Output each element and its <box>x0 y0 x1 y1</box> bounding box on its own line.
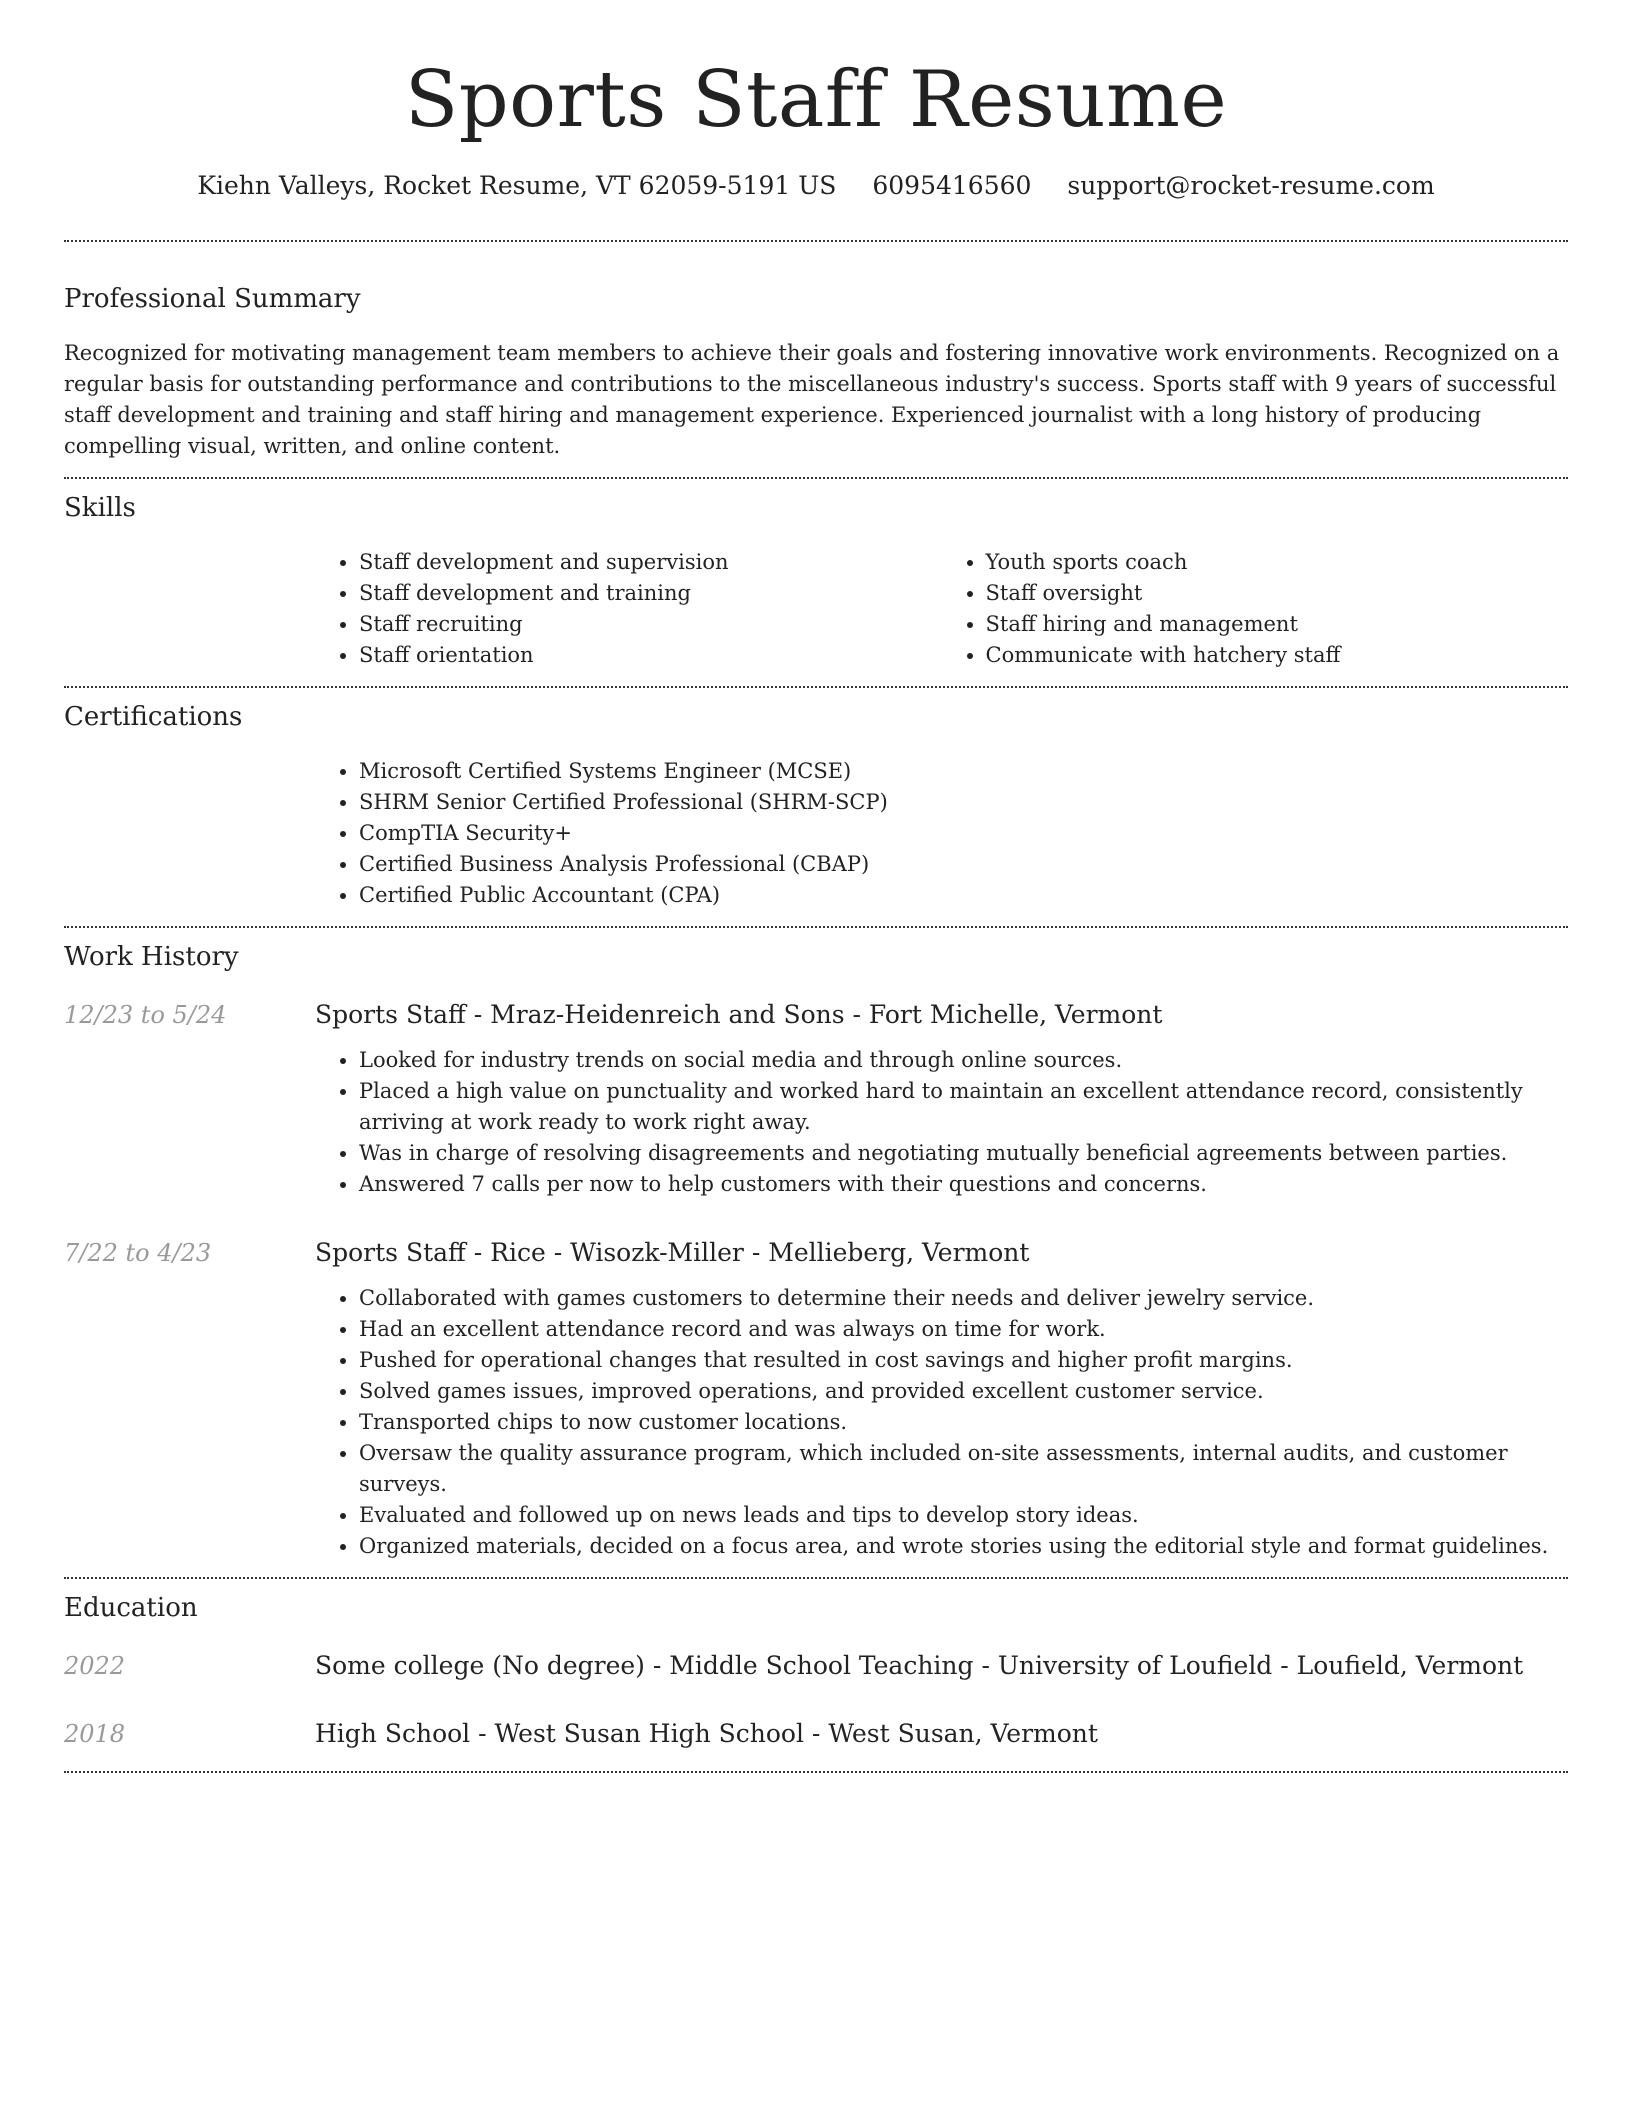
skill-item: • Youth sports coach <box>986 547 1569 578</box>
job-bullet: • Solved games issues, improved operations, and provided excellent customer service. <box>359 1376 1568 1407</box>
job-bullets <box>315 1045 1568 1200</box>
skills-section <box>64 491 1568 671</box>
skill-item: • Staff oversight <box>986 578 1569 609</box>
job-dates: 7/22 to 4/23 <box>64 1239 212 1267</box>
contact-line <box>64 168 1568 204</box>
job-header <box>64 1236 1568 1270</box>
job-bullet: • Pushed for operational changes that resulted in cost savings and higher profit margins. <box>359 1345 1568 1376</box>
job-header <box>64 998 1568 1032</box>
job-title: Sports Staff - Rice - Wisozk-Miller - Mellieberg, Vermont <box>315 1238 1030 1267</box>
job-bullet: • Transported chips to now customer locations. <box>359 1407 1568 1438</box>
divider <box>64 686 1568 688</box>
certification-item: • Microsoft Certified Systems Engineer (MCSE) <box>359 756 1568 787</box>
section-heading-skills: Skills <box>64 493 136 523</box>
summary-section <box>64 282 1568 462</box>
job-bullet: • Placed a high value on punctuality and worked hard to maintain an excellent attendance record, consistently arriving at work ready to work right away. <box>359 1076 1568 1138</box>
job-bullet: • Oversaw the quality assurance program, which included on-site assessments, internal audits, and customer surveys. <box>359 1438 1568 1500</box>
contact-address: Kiehn Valleys, Rocket Resume, VT 62059-5191 US <box>197 171 837 200</box>
section-heading-education: Education <box>64 1593 198 1623</box>
job-bullet: • Looked for industry trends on social media and through online sources. <box>359 1045 1568 1076</box>
work-section <box>64 940 1568 1562</box>
contact-phone: 6095416560 <box>872 171 1032 200</box>
certification-item: • Certified Business Analysis Professional (CBAP) <box>359 849 1568 880</box>
certification-item: • Certified Public Accountant (CPA) <box>359 880 1568 911</box>
divider <box>64 1771 1568 1773</box>
divider <box>64 240 1568 242</box>
skill-item: • Staff orientation <box>359 640 942 671</box>
skills-grid <box>315 547 1568 671</box>
job-bullet: • Had an excellent attendance record and was always on time for work. <box>359 1314 1568 1345</box>
skills-list-right <box>942 547 1569 671</box>
certifications-section <box>64 700 1568 911</box>
job-bullet: • Collaborated with games customers to determine their needs and deliver jewelry service. <box>359 1283 1568 1314</box>
education-entry <box>64 1649 1568 1683</box>
education-title: Some college (No degree) - Middle School Teaching - University of Loufield - Loufield, Vermont <box>315 1651 1524 1680</box>
education-year: 2018 <box>64 1720 126 1748</box>
divider <box>64 926 1568 928</box>
summary-text: Recognized for motivating management team members to achieve their goals and fostering innovative work environments. Recognized on a regular basis for outstanding performance and contributions to the miscellaneous industry's success. Sports staff with 9 years of successful staff development and training and staff hiring and management experience. Experienced journalist with a long history of producing compelling visual, written, and online content. <box>64 341 1560 458</box>
resume-title: Sports Staff Resume <box>404 55 1228 145</box>
job-bullet: • Organized materials, decided on a focus area, and wrote stories using the editorial style and format guidelines. <box>359 1531 1568 1562</box>
job-entry <box>64 1236 1568 1562</box>
job-bullet: • Was in charge of resolving disagreements and negotiating mutually beneficial agreements between parties. <box>359 1138 1568 1169</box>
section-heading-certifications: Certifications <box>64 702 243 732</box>
skill-item: • Staff recruiting <box>359 609 942 640</box>
education-title: High School - West Susan High School - West Susan, Vermont <box>315 1719 1098 1748</box>
certification-item: • CompTIA Security+ <box>359 818 1568 849</box>
job-bullet: • Answered 7 calls per now to help customers with their questions and concerns. <box>359 1169 1568 1200</box>
education-section <box>64 1591 1568 1751</box>
section-heading-work: Work History <box>64 942 239 972</box>
skills-list-left <box>315 547 942 671</box>
contact-email: support@rocket-resume.com <box>1067 171 1435 200</box>
education-entry <box>64 1717 1568 1751</box>
education-year: 2022 <box>64 1652 126 1680</box>
divider <box>64 477 1568 479</box>
resume-page <box>64 0 1568 1773</box>
divider <box>64 1577 1568 1579</box>
section-heading-summary: Professional Summary <box>64 284 361 314</box>
certification-item: • SHRM Senior Certified Professional (SHRM-SCP) <box>359 787 1568 818</box>
job-bullet: • Evaluated and followed up on news leads and tips to develop story ideas. <box>359 1500 1568 1531</box>
skill-item: • Staff development and supervision <box>359 547 942 578</box>
job-dates: 12/23 to 5/24 <box>64 1001 227 1029</box>
job-bullets <box>315 1283 1568 1562</box>
skill-item: • Staff development and training <box>359 578 942 609</box>
job-entry <box>64 998 1568 1200</box>
job-title: Sports Staff - Mraz-Heidenreich and Sons - Fort Michelle, Vermont <box>315 1000 1163 1029</box>
skill-item: • Staff hiring and management <box>986 609 1569 640</box>
skill-item: • Communicate with hatchery staff <box>986 640 1569 671</box>
certifications-list <box>315 756 1568 911</box>
